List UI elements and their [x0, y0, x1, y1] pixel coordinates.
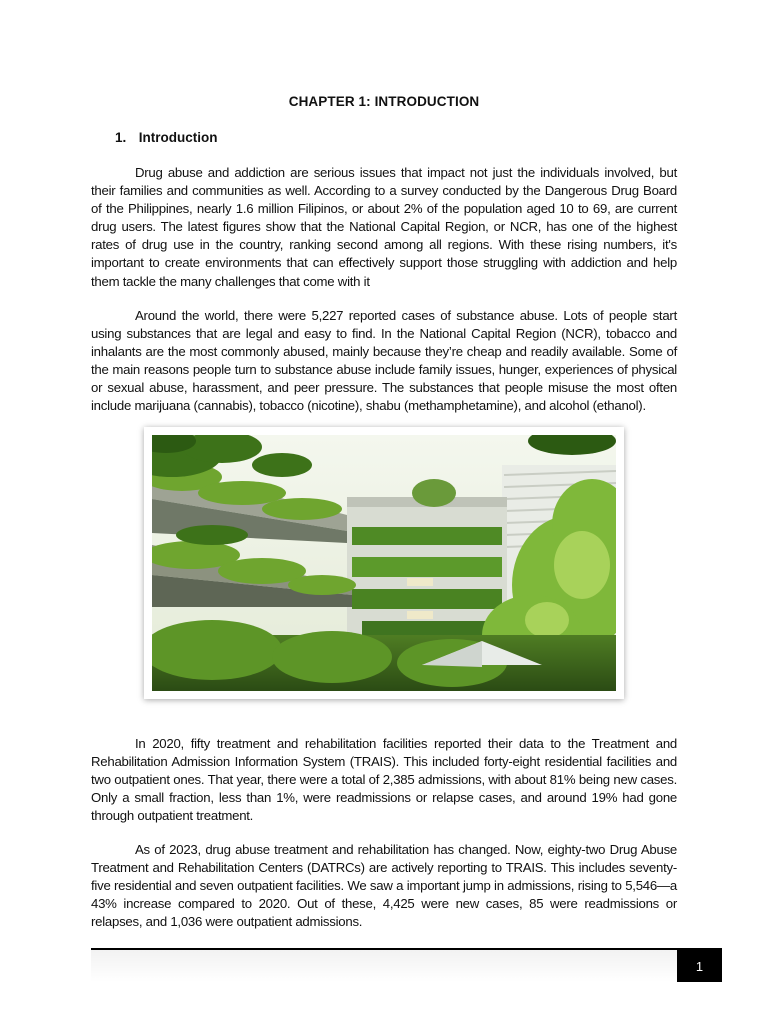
chapter-title: CHAPTER 1: INTRODUCTION — [288, 94, 480, 109]
page-number: 1 — [695, 958, 704, 974]
page-number-box — [677, 950, 722, 982]
section-heading — [115, 130, 218, 145]
paragraph-datrc-2023: As of 2023, drug abuse treatment and rehabilitation has changed. Now, eighty-two Drug Abuse Treatment and Rehabilitation Centers (DATRCs) are actively reporting to TRAIS. This includes seventy-five residential and seven outpatient facilities. We saw a important jump in admissions, rising to 5,546—a 43% increase compared to 2020. Out of these, 4,425 were new cases, 85 were readmissions or relapses, and 1,036 were outpatient admissions. — [91, 842, 677, 930]
green-building-photo — [144, 427, 624, 699]
paragraph-substance-abuse-cases: Around the world, there were 5,227 reported cases of substance abuse. Lots of people start using substances that are legal and easy to find. In the National Capital Region (NCR), tobacco and inhalants are the most commonly abused, mainly because they’re cheap and readily available. Some of the main reasons people turn to substance abuse include family issues, hunger, experiences of physical or sexual abuse, harassment, and peer pressure. The substances that people misuse the most often include marijuana (cannabis), tobacco (nicotine), shabu (methamphetamine), and alcohol (ethanol). — [91, 308, 677, 414]
paragraph-drug-abuse-overview: Drug abuse and addiction are serious issues that impact not just the individuals involved, but their families and communities as well. According to a survey conducted by the Dangerous Drug Board of the Philippines, nearly 1.6 million Filipinos, or about 2% of the population aged 10 to 69, are current drug users. The latest figures show that the National Capital Region, or NCR, has one of the highest rates of drug use in the country, ranking second among all regions. With these rising numbers, it's important to create environments that can effectively support those struggling with addiction and help them tackle the many challenges that come with it — [91, 165, 677, 289]
paragraph-trais-2020: In 2020, fifty treatment and rehabilitation facilities reported their data to the Treatment and Rehabilitation Admission Information System (TRAIS). This included forty-eight residential facilities and two outpatient ones. That year, there were a total of 2,385 admissions, with about 81% being new cases. Only a small fraction, less than 1%, were readmissions or relapse cases, and around 19% had gone through outpatient treatment. — [91, 736, 677, 824]
footer-band — [91, 950, 677, 982]
section-title: Introduction — [138, 130, 218, 145]
green-building-illustration — [152, 435, 616, 691]
section-number: 1. — [115, 130, 127, 145]
